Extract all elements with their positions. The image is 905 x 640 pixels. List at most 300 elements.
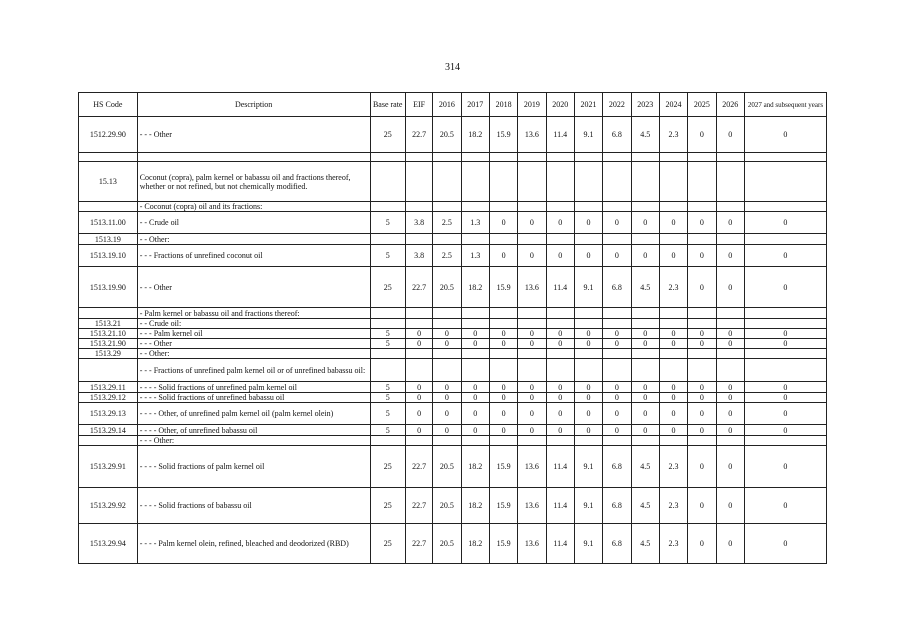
rate-cell: 0 [405,425,432,436]
rate-cell: 13.6 [518,446,546,488]
rate-cell: 0 [716,212,744,234]
rate-cell: 25 [370,267,405,308]
rate-cell: 0 [489,382,517,393]
rate-cell: 0 [631,393,659,403]
rate-cell: 11.4 [546,117,574,153]
rate-cell [546,234,574,245]
rate-cell: 22.7 [405,524,432,564]
rate-cell: 5 [370,393,405,403]
description-cell: - - - Fractions of unrefined coconut oil [137,245,370,267]
rate-cell: 13.6 [518,488,546,524]
rate-cell: 0 [574,339,602,349]
rate-cell [744,162,826,202]
rate-cell [405,162,432,202]
rate-cell: 0 [688,117,716,153]
description-cell: - - Other: [137,349,370,359]
rate-cell: 0 [659,339,687,349]
rate-cell [433,349,461,359]
rate-cell: 2.3 [659,524,687,564]
rate-cell: 0 [716,329,744,339]
rate-cell [574,162,602,202]
header-2026: 2026 [716,93,744,117]
rate-cell [603,359,631,382]
rate-cell: 0 [518,382,546,393]
description-cell: - - Crude oil: [137,319,370,329]
hs-code-cell: 1513.29.11 [79,382,138,393]
rate-cell [461,436,489,446]
rate-cell: 9.1 [574,117,602,153]
hs-code-cell: 1513.21.90 [79,339,138,349]
table-row [79,393,827,403]
rate-cell [518,308,546,319]
rate-cell [370,202,405,212]
rate-cell [489,436,517,446]
rate-cell [659,234,687,245]
rate-cell [744,153,826,162]
rate-cell: 0 [688,425,716,436]
header-2022: 2022 [603,93,631,117]
rate-cell: 18.2 [461,524,489,564]
rate-cell [574,308,602,319]
table-row [79,488,827,524]
rate-cell: 25 [370,488,405,524]
rate-cell: 0 [433,403,461,425]
rate-cell [631,308,659,319]
table-row [79,436,827,446]
table-row [79,212,827,234]
rate-cell: 0 [546,329,574,339]
rate-cell: 0 [659,425,687,436]
hs-code-cell [79,436,138,446]
rate-cell: 0 [518,403,546,425]
rate-cell [688,308,716,319]
rate-cell: 6.8 [603,488,631,524]
rate-cell [461,349,489,359]
rate-cell [688,202,716,212]
rate-cell: 11.4 [546,446,574,488]
rate-cell: 22.7 [405,117,432,153]
rate-cell: 0 [574,245,602,267]
rate-cell [518,359,546,382]
rate-cell: 0 [688,524,716,564]
rate-cell: 3.8 [405,245,432,267]
rate-cell [433,308,461,319]
rate-cell: 0 [716,339,744,349]
rate-cell: 5 [370,403,405,425]
rate-cell [546,162,574,202]
rate-cell: 0 [688,329,716,339]
rate-cell [574,234,602,245]
rate-cell: 0 [716,403,744,425]
rate-cell [574,153,602,162]
rate-cell: 4.5 [631,488,659,524]
table-row [79,446,827,488]
rate-cell [546,308,574,319]
rate-cell [659,308,687,319]
rate-cell: 0 [546,425,574,436]
rate-cell: 9.1 [574,488,602,524]
table-row [79,162,827,202]
hs-code-cell: 1513.29.92 [79,488,138,524]
rate-cell [659,436,687,446]
rate-cell: 0 [659,245,687,267]
rate-cell: 18.2 [461,488,489,524]
rate-cell [546,153,574,162]
rate-cell: 0 [659,382,687,393]
rate-cell: 0 [574,382,602,393]
rate-cell: 5 [370,245,405,267]
rate-cell [716,359,744,382]
rate-cell: 0 [574,212,602,234]
rate-cell: 0 [688,339,716,349]
description-cell: - - - Other [137,267,370,308]
rate-cell: 0 [518,212,546,234]
rate-cell: 0 [716,524,744,564]
rate-cell: 6.8 [603,267,631,308]
rate-cell [744,436,826,446]
rate-cell: 0 [716,425,744,436]
rate-cell: 0 [688,393,716,403]
rate-cell: 5 [370,425,405,436]
rate-cell [716,319,744,329]
rate-cell: 20.5 [433,446,461,488]
rate-cell [716,153,744,162]
rate-cell [716,349,744,359]
rate-cell [744,202,826,212]
rate-cell [405,436,432,446]
rate-cell: 20.5 [433,524,461,564]
rate-cell [405,349,432,359]
rate-cell [659,319,687,329]
rate-cell: 0 [631,403,659,425]
rate-cell: 0 [744,339,826,349]
rate-cell: 0 [405,329,432,339]
rate-cell [518,162,546,202]
rate-cell: 4.5 [631,446,659,488]
header-hs-code: HS Code [79,93,138,117]
rate-cell: 4.5 [631,524,659,564]
rate-cell: 0 [631,425,659,436]
rate-cell [546,202,574,212]
rate-cell [574,359,602,382]
rate-cell [688,349,716,359]
description-cell: - - - - Solid fractions of unrefined babassu oil [137,393,370,403]
rate-cell: 2.3 [659,488,687,524]
rate-cell [631,359,659,382]
rate-cell: 0 [744,403,826,425]
rate-cell: 2.3 [659,446,687,488]
rate-cell: 0 [744,267,826,308]
rate-cell [716,234,744,245]
rate-cell [433,319,461,329]
rate-cell [461,234,489,245]
rate-cell: 0 [603,382,631,393]
rate-cell: 13.6 [518,117,546,153]
rate-cell: 0 [744,446,826,488]
hs-code-cell: 15.13 [79,162,138,202]
hs-code-cell: 1512.29.90 [79,117,138,153]
rate-cell: 0 [716,267,744,308]
rate-cell [574,349,602,359]
description-cell: Coconut (copra), palm kernel or babassu oil and fractions thereof, whether or not refined, but not chemically modified. [137,162,370,202]
rate-cell [631,349,659,359]
rate-cell: 20.5 [433,488,461,524]
rate-cell: 0 [744,117,826,153]
rate-cell: 9.1 [574,446,602,488]
rate-cell [659,153,687,162]
rate-cell: 0 [461,425,489,436]
header-2023: 2023 [631,93,659,117]
rate-cell: 2.5 [433,245,461,267]
rate-cell: 0 [405,393,432,403]
description-cell: - - - - Palm kernel olein, refined, bleached and deodorized (RBD) [137,524,370,564]
rate-cell: 0 [574,403,602,425]
rate-cell: 0 [405,403,432,425]
header-description: Description [137,93,370,117]
rate-cell: 2.3 [659,117,687,153]
rate-cell [433,436,461,446]
description-cell [137,153,370,162]
rate-cell: 22.7 [405,488,432,524]
rate-cell [744,234,826,245]
rate-cell [659,162,687,202]
rate-cell [688,234,716,245]
rate-cell [405,234,432,245]
rate-cell [603,202,631,212]
table-row [79,202,827,212]
hs-code-cell [79,308,138,319]
rate-cell: 0 [688,488,716,524]
rate-cell: 0 [603,425,631,436]
rate-cell: 0 [574,425,602,436]
rate-cell [370,436,405,446]
header-2024: 2024 [659,93,687,117]
rate-cell [461,359,489,382]
rate-cell: 0 [603,403,631,425]
rate-cell [518,319,546,329]
rate-cell: 0 [631,329,659,339]
table-row [79,308,827,319]
rate-cell: 1.3 [461,245,489,267]
rate-cell [603,234,631,245]
rate-cell [744,349,826,359]
hs-code-cell: 1513.29.91 [79,446,138,488]
rate-cell [489,234,517,245]
rate-cell: 0 [716,446,744,488]
rate-cell: 0 [489,212,517,234]
rate-cell [461,153,489,162]
rate-cell: 9.1 [574,267,602,308]
hs-code-cell: 1513.29.13 [79,403,138,425]
header-2019: 2019 [518,93,546,117]
rate-cell: 0 [461,339,489,349]
rate-cell: 11.4 [546,488,574,524]
rate-cell [489,308,517,319]
description-cell: - - - Other: [137,436,370,446]
rate-cell [518,153,546,162]
description-cell: - - Other: [137,234,370,245]
description-cell: - - - Palm kernel oil [137,329,370,339]
rate-cell [405,359,432,382]
rate-cell: 0 [461,393,489,403]
rate-cell [370,319,405,329]
rate-cell: 25 [370,524,405,564]
rate-cell: 20.5 [433,117,461,153]
rate-cell [405,202,432,212]
rate-cell [433,202,461,212]
table-body [79,117,827,564]
rate-cell [574,319,602,329]
rate-cell: 11.4 [546,524,574,564]
rate-cell [370,153,405,162]
description-cell: - - - Fractions of unrefined palm kernel oil or of unrefined babassu oil: [137,359,370,382]
rate-cell [461,319,489,329]
table-row [79,267,827,308]
rate-cell: 15.9 [489,488,517,524]
rate-cell: 2.3 [659,267,687,308]
rate-cell: 0 [433,393,461,403]
rate-cell: 0 [518,393,546,403]
rate-cell: 5 [370,382,405,393]
rate-cell: 20.5 [433,267,461,308]
rate-cell [546,359,574,382]
rate-cell [489,349,517,359]
rate-cell [461,202,489,212]
rate-cell: 18.2 [461,446,489,488]
rate-cell [370,359,405,382]
rate-cell: 0 [688,267,716,308]
hs-code-cell: 1513.19.90 [79,267,138,308]
rate-cell: 0 [489,425,517,436]
rate-cell: 0 [744,524,826,564]
rate-cell [461,162,489,202]
hs-code-cell [79,359,138,382]
table-row [79,382,827,393]
rate-cell [405,308,432,319]
rate-cell: 11.4 [546,267,574,308]
rate-cell: 13.6 [518,524,546,564]
rate-cell: 15.9 [489,117,517,153]
rate-cell: 4.5 [631,117,659,153]
rate-cell: 0 [518,425,546,436]
hs-code-cell: 1513.29.94 [79,524,138,564]
rate-cell: 5 [370,339,405,349]
rate-cell: 25 [370,117,405,153]
rate-cell [631,436,659,446]
rate-cell [603,436,631,446]
header-2020: 2020 [546,93,574,117]
rate-cell [688,436,716,446]
rate-cell: 0 [688,245,716,267]
rate-cell [405,153,432,162]
description-cell: - - - - Solid fractions of babassu oil [137,488,370,524]
table-row [79,117,827,153]
rate-cell: 0 [405,339,432,349]
rate-cell: 0 [744,425,826,436]
rate-cell [603,319,631,329]
rate-cell [688,153,716,162]
description-cell: - - - - Solid fractions of palm kernel oil [137,446,370,488]
rate-cell: 18.2 [461,267,489,308]
rate-cell [744,319,826,329]
rate-cell: 0 [461,382,489,393]
rate-cell: 0 [659,403,687,425]
rate-cell [603,162,631,202]
table-row [79,339,827,349]
rate-cell [659,202,687,212]
rate-cell: 0 [631,245,659,267]
rate-cell: 0 [716,117,744,153]
rate-cell: 0 [603,329,631,339]
description-cell: - - - - Other, of unrefined palm kernel oil (palm kernel olein) [137,403,370,425]
table-row [79,319,827,329]
rate-cell: 0 [603,212,631,234]
rate-cell: 0 [716,245,744,267]
rate-cell [489,162,517,202]
rate-cell: 6.8 [603,446,631,488]
table-row [79,359,827,382]
rate-cell [433,359,461,382]
rate-cell [659,349,687,359]
rate-cell: 5 [370,212,405,234]
rate-cell: 0 [546,245,574,267]
rate-cell: 0 [489,393,517,403]
hs-code-cell: 1513.29.12 [79,393,138,403]
rate-cell: 0 [744,393,826,403]
rate-cell [631,202,659,212]
rate-cell: 0 [631,382,659,393]
rate-cell [688,359,716,382]
rate-cell: 0 [433,382,461,393]
rate-cell: 0 [603,393,631,403]
rate-cell: 0 [688,382,716,393]
rate-cell [370,162,405,202]
rate-cell [518,234,546,245]
rate-cell: 0 [603,245,631,267]
hs-code-cell [79,202,138,212]
hs-code-cell: 1513.29 [79,349,138,359]
rate-cell: 0 [546,212,574,234]
rate-cell [370,349,405,359]
rate-cell: 5 [370,329,405,339]
header-2021: 2021 [574,93,602,117]
rate-cell [603,308,631,319]
rate-cell [688,319,716,329]
rate-cell: 0 [688,212,716,234]
rate-cell: 25 [370,446,405,488]
rate-cell: 22.7 [405,446,432,488]
rate-cell: 0 [659,393,687,403]
rate-cell [433,153,461,162]
rate-cell: 18.2 [461,117,489,153]
rate-cell: 4.5 [631,267,659,308]
rate-cell: 0 [489,245,517,267]
rate-cell [688,162,716,202]
rate-cell: 0 [574,393,602,403]
rate-cell [489,319,517,329]
description-cell: - - - Other [137,117,370,153]
rate-cell [716,202,744,212]
rate-cell [631,153,659,162]
rate-cell [370,308,405,319]
rate-cell: 0 [659,329,687,339]
header-2027-subsequent: 2027 and subsequent years [744,93,826,117]
rate-cell: 0 [744,245,826,267]
rate-cell [433,162,461,202]
table-row [79,245,827,267]
rate-cell: 0 [659,212,687,234]
rate-cell: 0 [631,339,659,349]
